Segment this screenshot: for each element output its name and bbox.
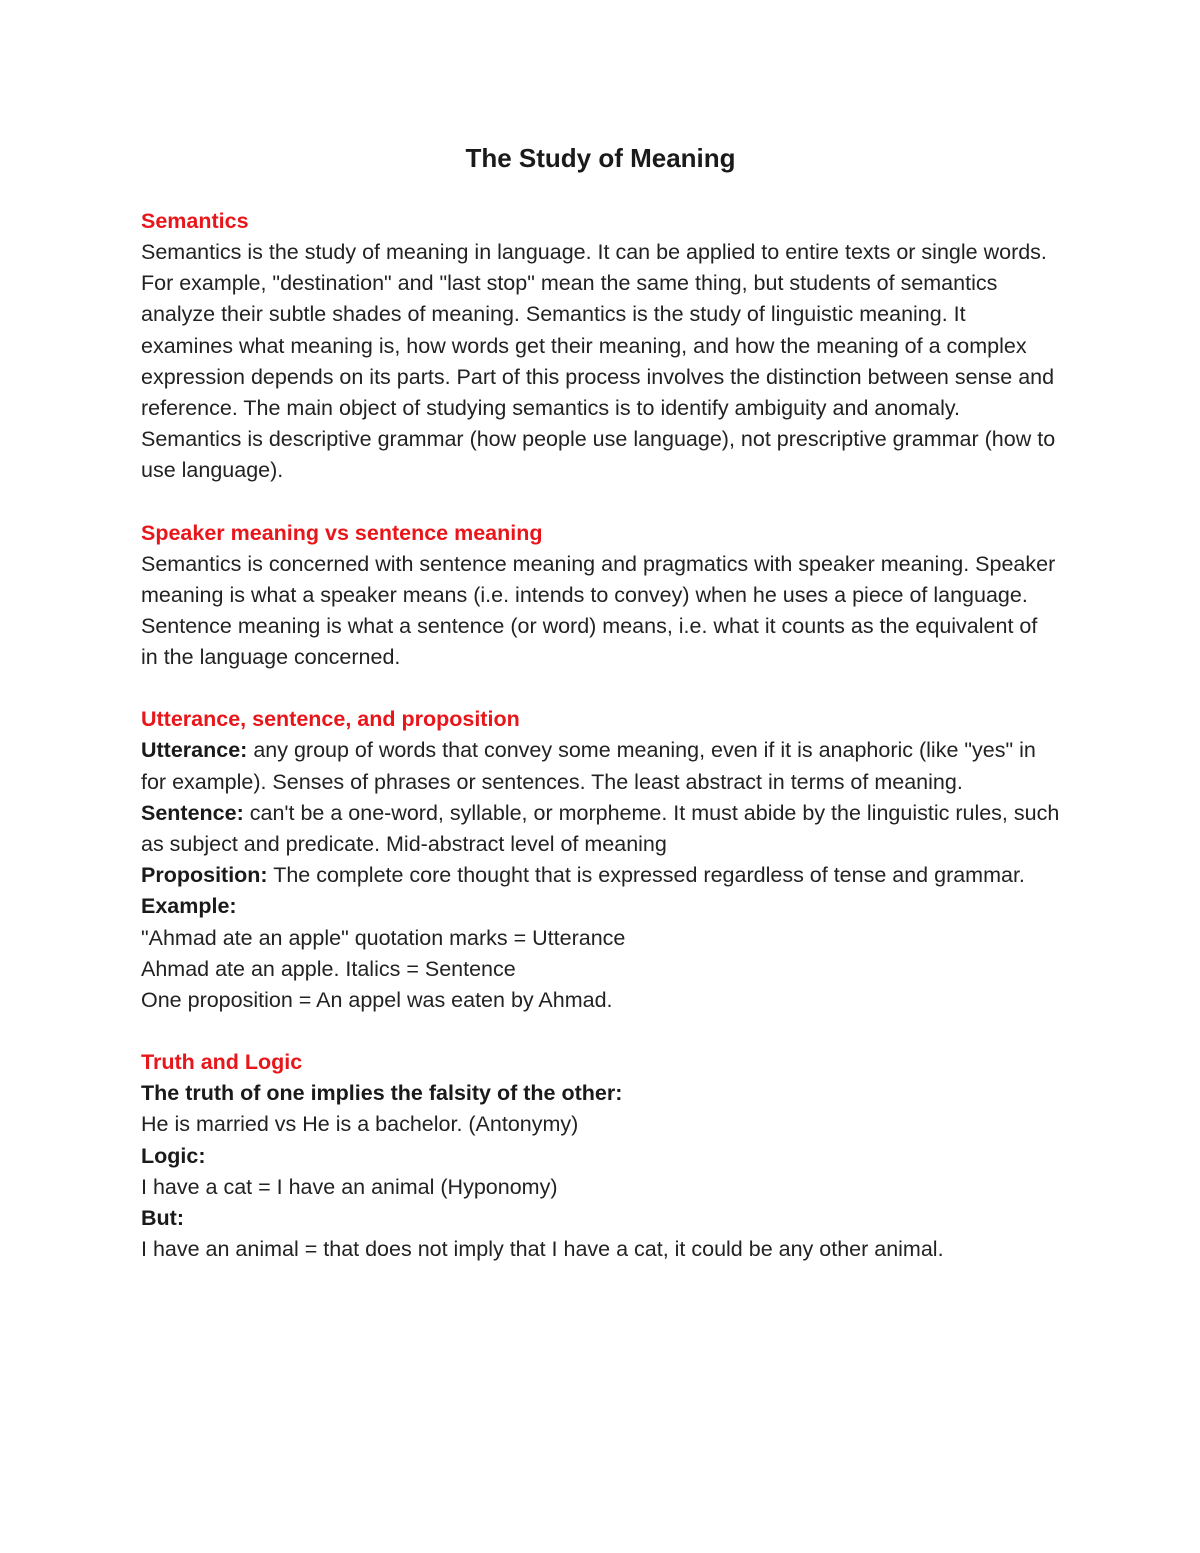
subheading-line	[141, 1141, 1060, 1172]
example-text: I have an animal = that does not imply that I have a cat, it could be any other animal.	[141, 1237, 944, 1262]
definition-text: The complete core thought that is expressed regardless of tense and grammar.	[267, 863, 1025, 888]
definition-text: can't be a one-word, syllable, or morpheme. It must abide by the linguistic rules, such as subject and predicate. Mid-abstract level of meaning	[141, 800, 1060, 857]
example-text: "Ahmad ate an apple" quotation marks = Utterance	[141, 925, 626, 950]
term-label: Sentence:	[141, 800, 244, 825]
example-label-line	[141, 891, 1060, 922]
section-heading: Truth and Logic	[141, 1050, 303, 1075]
section-utterance	[141, 704, 1060, 1016]
term-label: Example:	[141, 894, 237, 919]
term-label: Logic:	[141, 1143, 206, 1168]
example-text: He is married vs He is a bachelor. (Antonymy)	[141, 1112, 579, 1137]
section-speaker-meaning	[141, 518, 1060, 674]
paragraph	[141, 237, 1060, 424]
term-label: Proposition:	[141, 863, 268, 888]
page-title: The Study of Meaning	[465, 143, 736, 173]
paragraph	[141, 549, 1060, 674]
definition-utterance	[141, 735, 1060, 797]
example-text: I have a cat = I have an animal (Hyponomy)	[141, 1174, 558, 1199]
section-heading: Speaker meaning vs sentence meaning	[141, 520, 543, 545]
paragraph	[141, 424, 1060, 486]
example-text: Ahmad ate an apple. Italics = Sentence	[141, 956, 516, 981]
subheading-line	[141, 1203, 1060, 1234]
paragraph-text: Semantics is descriptive grammar (how people use language), not prescriptive grammar (how to use language).	[141, 427, 1056, 483]
paragraph-text: Semantics is concerned with sentence meaning and pragmatics with speaker meaning. Speaker meaning is what a speaker means (i.e. intends to convey) when he uses a piece of language. Sentence meaning is what a sentence (or word) means, i.e. what it counts as the equivalent of in the language concerned.	[141, 551, 1056, 670]
paragraph-text: Semantics is the study of meaning in language. It can be applied to entire texts or single words. For example, "destination" and "last stop" mean the same thing, but students of semantics analyze their subtle shades of meaning. Semantics is the study of linguistic meaning. It examines what meaning is, how words get their meaning, and how the meaning of a complex expression depends on its parts. Part of this process involves the distinction between sense and reference. The main object of studying semantics is to identify ambiguity and anomaly.	[141, 240, 1055, 421]
section-semantics	[141, 206, 1060, 487]
term-label: But:	[141, 1206, 184, 1231]
definition-proposition	[141, 860, 1060, 891]
example-line	[141, 985, 1060, 1016]
term-label: Utterance:	[141, 738, 248, 763]
example-line	[141, 923, 1060, 954]
subheading-line	[141, 1078, 1060, 1109]
example-line	[141, 1109, 1060, 1140]
definition-text: any group of words that convey some meaning, even if it is anaphoric (like "yes" in for example). Senses of phrases or sentences. The least abstract in terms of meaning.	[141, 738, 1036, 794]
example-line	[141, 1172, 1060, 1203]
definition-sentence	[141, 798, 1060, 860]
example-line	[141, 954, 1060, 985]
example-text: One proposition = An appel was eaten by Ahmad.	[141, 988, 613, 1013]
section-heading: Utterance, sentence, and proposition	[141, 707, 520, 732]
section-heading: Semantics	[141, 209, 249, 233]
example-line	[141, 1234, 1060, 1265]
section-truth-logic	[141, 1047, 1060, 1265]
term-label: The truth of one implies the falsity of the other:	[141, 1081, 623, 1106]
